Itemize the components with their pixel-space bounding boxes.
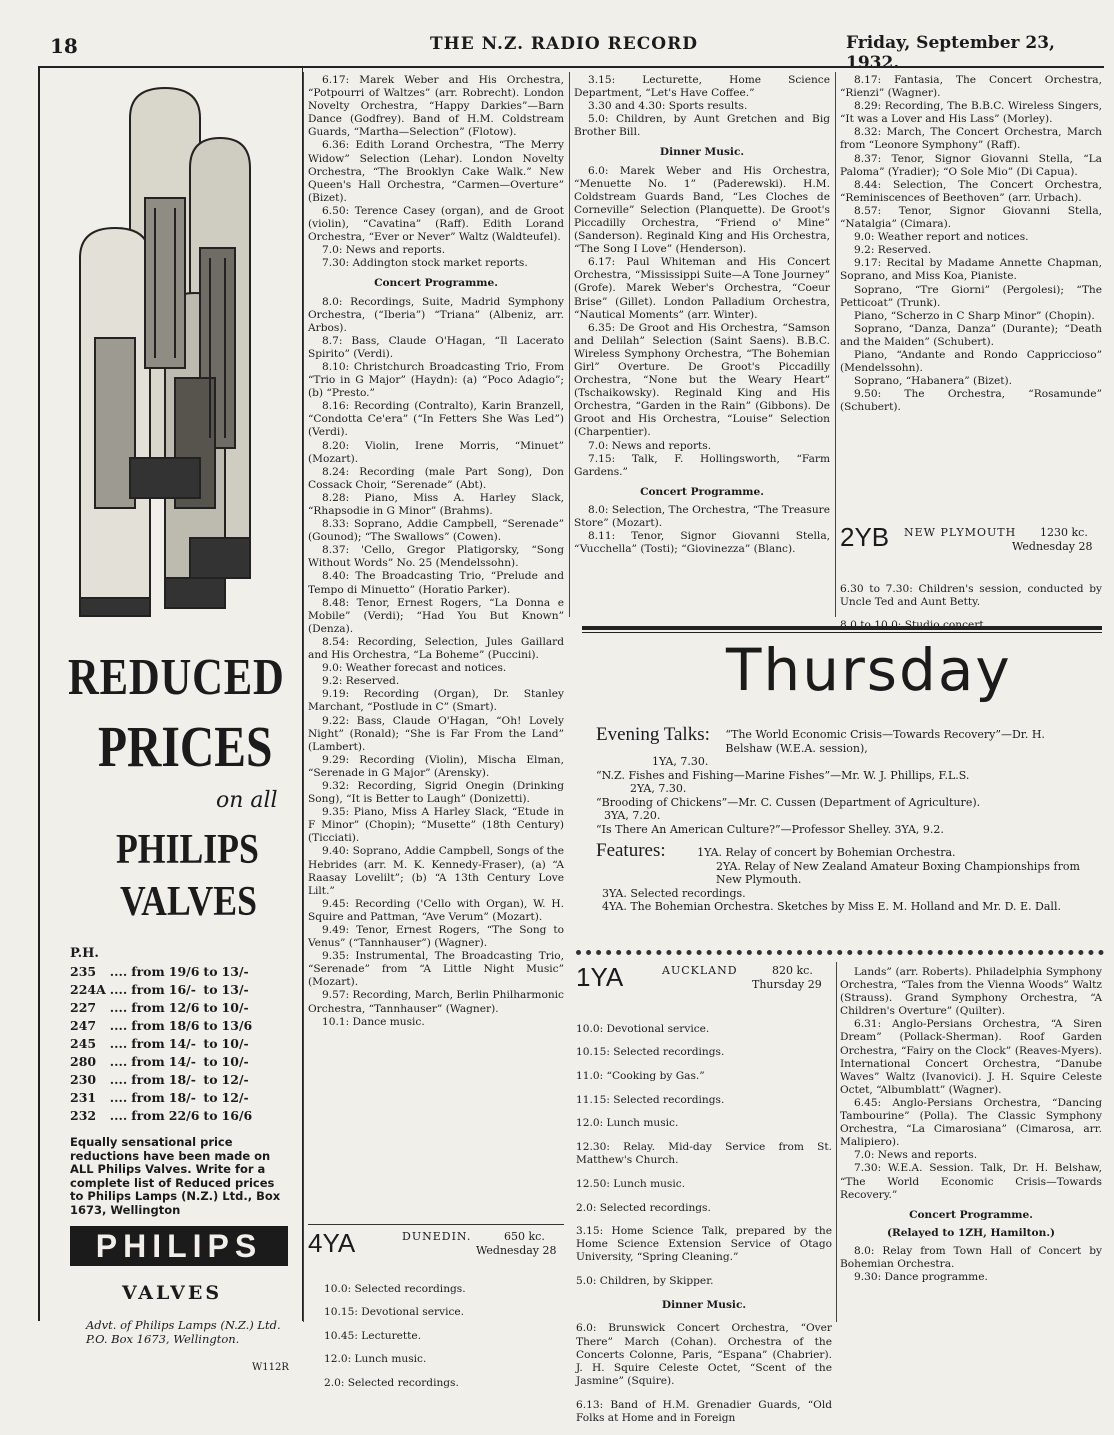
concert-programme-heading: Concert Programme. — [909, 1208, 1033, 1221]
valve-type: 227 — [70, 1000, 97, 1015]
dots: .... — [109, 1072, 128, 1087]
ad-headline-philips: PHILIPS — [116, 827, 259, 873]
talk-item: “Brooding of Chickens”—Mr. C. Cussen (Department of Agriculture). — [596, 795, 981, 809]
programme-item: 10.0: Devotional service. — [576, 1022, 710, 1035]
feature-item: 4YA. The Bohemian Orchestra. Sketches by Miss E. M. Holland and Mr. D. E. Dall. — [602, 900, 1061, 913]
programme-item: 8.33: Soprano, Addie Campbell, “Serenade” (Gounod); “The Swallows” (Cowen). — [308, 518, 564, 544]
price-row — [70, 1108, 256, 1126]
ad-address-line2: P.O. Box 1673, Wellington. — [86, 1332, 240, 1346]
programme-item: 8.24: Recording (male Part Song), Don Cossack Choir, “Serenade” (Abt). — [308, 465, 564, 491]
from-word: from — [131, 1018, 165, 1033]
relay-note: (Relayed to 1ZH, Hamilton.) — [886, 1226, 1056, 1239]
programme-item: 8.0: Selection, The Orchestra, “The Treasure Store” (Mozart). — [574, 503, 830, 529]
valve-type: 280 — [70, 1054, 97, 1069]
programme-item: 10.15: Devotional service. — [324, 1306, 465, 1319]
old-price: 18/- — [168, 1090, 196, 1105]
feature-item: 2YA. Relay of New Zealand Amateur Boxing Championships from New Plymouth. — [716, 859, 1080, 886]
from-word: from — [131, 1090, 165, 1105]
programme-item: 7.0: News and reports. — [854, 1149, 978, 1162]
programme-item: 7.0: News and reports. — [322, 244, 446, 257]
masthead: THE N.Z. RADIO RECORD — [430, 34, 698, 54]
programme-item: 9.2: Reserved. — [322, 675, 400, 688]
station-callsign: 4YA — [308, 1228, 356, 1258]
to-word: to — [203, 1108, 218, 1123]
to-word: to — [203, 964, 218, 979]
dots: .... — [109, 1018, 128, 1033]
valve-type: 231 — [70, 1090, 97, 1105]
column-divider — [835, 72, 836, 617]
column-divider — [303, 72, 304, 1322]
programme-item: Soprano, “Tre Giorni” (Pergolesi); “The Petticoat” (Trunk). — [840, 283, 1102, 309]
programme-item: 8.29: Recording, The B.B.C. Wireless Singers, “It was a Lover and His Lass” (Morley). — [840, 100, 1102, 126]
programme-item: 8.20: Violin, Irene Morris, “Minuet” (Mozart). — [308, 439, 564, 465]
programme-item: 6.30 to 7.30: Children's session, conducted by Uncle Ted and Aunt Betty. — [840, 582, 1102, 608]
programme-item: 8.0 to 10.0: Studio concert. — [840, 619, 988, 632]
programme-item: 9.57: Recording, March, Berlin Philharmonic Orchestra, “Tannhauser” (Wagner). — [308, 989, 564, 1015]
programme-item: 9.35: Instrumental, The Broadcasting Trio, “Serenade” from “A Little Night Music” (Mozart). — [308, 950, 564, 989]
price-row — [70, 1072, 256, 1090]
new-price: 10/- — [221, 1000, 249, 1015]
station-frequency: 650 kc. — [504, 1230, 545, 1243]
page-header — [0, 0, 1114, 73]
thursday-heading: Thursday — [726, 636, 1012, 704]
philips-logo — [70, 1226, 288, 1266]
concert-programme-heading: Concert Programme. — [374, 277, 498, 290]
old-price: 12/6 — [168, 1000, 200, 1015]
programme-item: 2.0: Selected recordings. — [324, 1376, 459, 1389]
old-price: 14/- — [168, 1036, 196, 1051]
issue-date: Friday, September 23, 1932. — [846, 33, 1055, 73]
evening-talks — [596, 724, 1096, 914]
new-price: 10/- — [221, 1036, 249, 1051]
valve-type: 232 — [70, 1108, 97, 1123]
dots: .... — [109, 1000, 128, 1015]
programme-item: 10.15: Selected recordings. — [576, 1046, 725, 1059]
price-row — [70, 982, 256, 1000]
programme-item: 8.16: Recording (Contralto), Karin Branzell, “Condotta Ce'era” (“In Fetters She Was Led”) (Verdi). — [308, 400, 564, 439]
station-4ya — [308, 1228, 564, 1389]
programme-item: 5.0: Children, by Aunt Gretchen and Big Brother Bill. — [574, 113, 830, 139]
programme-item: 7.0: News and reports. — [588, 439, 712, 452]
programme-item: 12.0: Lunch music. — [324, 1353, 427, 1366]
dots: .... — [109, 982, 128, 997]
column-1 — [308, 74, 564, 1029]
programme-item: 9.17: Recital by Madame Annette Chapman, Soprano, and Miss Koa, Pianiste. — [840, 257, 1102, 283]
section-dotted-rule — [576, 950, 1104, 955]
programme-item: 8.57: Tenor, Signor Giovanni Stella, “Natalgia” (Cimara). — [840, 204, 1102, 231]
programme-item: 9.22: Bass, Claude O'Hagan, “Oh! Lovely Night” (Ronald); “She is Far From the Land” (Lambert). — [308, 714, 564, 753]
programme-item: 9.49: Tenor, Ernest Rogers, “The Song to Venus” (“Tannhauser”) (Wagner). — [308, 924, 564, 950]
old-price: 19/6 — [168, 964, 200, 979]
station-frequency: 1230 kc. — [1040, 526, 1088, 539]
programme-item: 9.35: Piano, Miss A Harley Slack, “Etude in F Minor” (Chopin); “Musette” (18th Century) (Ticciati). — [308, 806, 564, 845]
ad-price-label: P.H. — [70, 946, 99, 961]
programme-item: Piano, “Scherzo in C Sharp Minor” (Chopin). — [854, 309, 1095, 322]
from-word: from — [131, 1108, 165, 1123]
programme-item: 11.0: “Cooking by Gas.” — [576, 1069, 705, 1082]
to-word: to — [203, 1036, 218, 1051]
dots: .... — [109, 1054, 128, 1069]
from-word: from — [131, 1000, 165, 1015]
from-word: from — [131, 1072, 165, 1087]
valve-type: 245 — [70, 1036, 97, 1051]
programme-item: 8.40: The Broadcasting Trio, “Prelude and Tempo di Minuetto” (Horatio Parker). — [308, 570, 564, 596]
new-price: 10/- — [221, 1054, 249, 1069]
programme-item: 6.31: Anglo-Persians Orchestra, “A Siren Dream” (Pollack-Sherman). Roof Garden Orchestra, “Fairy on the Clock” (Reaves-Myers). International Concert Orchestra, “Danube Waves” Waltz (Ivanovici). J. H. Squire Celeste Octet, “Albumblatt” (Wagner). — [840, 1018, 1102, 1096]
column-divider — [569, 72, 570, 617]
programme-item: 5.0: Children, by Skipper. — [576, 1275, 714, 1288]
programme-item: 8.0: Recordings, Suite, Madrid Symphony Orchestra, (“Iberia”) “Triana” (Albeniz, arr. Arbos). — [308, 295, 564, 334]
programme-item: 8.32: March, The Concert Orchestra, March from “Leonore Symphony” (Raff). — [840, 126, 1102, 152]
programme-item: 6.13: Band of H.M. Grenadier Guards, “Old Folks at Home and in Foreign — [576, 1398, 832, 1424]
old-price: 18/- — [168, 1072, 196, 1087]
station-day: Thursday 29 — [752, 978, 822, 991]
dinner-music-heading: Dinner Music. — [661, 1298, 747, 1311]
programme-item: 12.50: Lunch music. — [576, 1177, 686, 1190]
old-price: 22/6 — [168, 1108, 200, 1123]
programme-item: 6.0: Brunswick Concert Orchestra, “Over There” March (Cohan). Orchestra of the Concerts Colonne, Paris, “Espana” (Chabrier). J. H. Squire Celeste Octet, “Scent of the Jasmine” (Squire). — [576, 1322, 832, 1387]
programme-item: Soprano, “Danza, Danza” (Durante); “Death and the Maiden” (Schubert). — [840, 322, 1102, 348]
page-number: 18 — [50, 34, 78, 58]
thursday-top-rule — [582, 626, 1102, 630]
price-row — [70, 1054, 256, 1072]
station-callsign: 2YB — [840, 522, 890, 552]
dots: .... — [109, 1036, 128, 1051]
programme-item: 8.44: Selection, The Concert Orchestra, “Reminiscences of Beethoven” (arr. Urbach). — [840, 178, 1102, 204]
station-2yb — [840, 522, 1102, 632]
philips-advert — [38, 68, 303, 1373]
programme-item: 7.30: Addington stock market reports. — [322, 257, 528, 270]
ad-address — [86, 1318, 286, 1346]
dots: .... — [109, 1090, 128, 1105]
programme-item: 9.45: Recording ('Cello with Organ), W. H. Squire and Pattman, “Ave Verum” (Mozart). — [308, 897, 564, 923]
ad-valves-label: VALVES — [122, 1282, 223, 1304]
old-price: 16/- — [168, 982, 196, 997]
talk-item: “Is There An American Culture?”—Professor Shelley. 3YA, 9.2. — [596, 822, 944, 836]
dots: .... — [109, 964, 128, 979]
programme-item: 8.37: Tenor, Signor Giovanni Stella, “La Paloma” (Yradier); “O Sole Mio” (Di Capua). — [840, 152, 1102, 178]
price-row — [70, 1000, 256, 1018]
ad-headline-prices: PRICES — [98, 714, 273, 779]
to-word: to — [203, 1090, 218, 1105]
evening-talks-label: Evening Talks: — [596, 724, 710, 745]
new-price: 13/- — [221, 964, 249, 979]
thursday-top-rule-thin — [582, 632, 1102, 633]
features-label: Features: — [596, 840, 666, 861]
ad-headline-reduced: REDUCED — [68, 649, 285, 706]
column-2 — [574, 74, 830, 556]
programme-item: 8.11: Tenor, Signor Giovanni Stella, “Vucchella” (Tosti); “Giovinezza” (Blanc). — [574, 530, 830, 556]
programme-item: 11.15: Selected recordings. — [576, 1093, 725, 1106]
programme-item: 12.30: Relay. Mid-day Service from St. Matthew's Church. — [576, 1141, 832, 1167]
column-4 — [840, 966, 1102, 1284]
programme-item: 8.7: Bass, Claude O'Hagan, “Il Lacerato Spirito” (Verdi). — [308, 334, 564, 360]
new-price: 16/6 — [221, 1108, 253, 1123]
dinner-music-heading: Dinner Music. — [659, 146, 745, 159]
programme-item: 3.15: Home Science Talk, prepared by the Home Science Extension Service of Otago University, “Spring Cleaning.” — [576, 1225, 832, 1264]
programme-item: 9.2: Reserved. — [854, 244, 932, 257]
valve-tubes-illustration — [70, 78, 280, 618]
ad-code: W112R — [252, 1362, 289, 1373]
programme-item: Piano, “Andante and Rondo Cappriccioso” (Mendelssohn). — [840, 348, 1102, 375]
programme-item: 6.35: De Groot and His Orchestra, “Samson and Delilah” Selection (Saint Saens). B.B.C. Wireless Symphony Orchestra, “The Bohemian Girl” Overture. De Groot's Piccadilly Orchestra, “None but the Weary Heart” (Tschaikowsky). Reginald King and His Orchestra, “Garden in the Rain” (Gibbons). De Groot and His Orchestra, “Louise” Selection (Charpentier). — [574, 321, 830, 439]
from-word: from — [131, 1036, 165, 1051]
programme-item: 9.19: Recording (Organ), Dr. Stanley Marchant, “Postlude in C” (Smart). — [308, 688, 564, 714]
ad-address-line1: Advt. of Philips Lamps (N.Z.) Ltd. — [86, 1318, 281, 1332]
programme-item: Soprano, “Habanera” (Bizet). — [854, 375, 1012, 388]
programme-item: Lands” (arr. Roberts). Philadelphia Symphony Orchestra, “Tales from the Vienna Woods” Waltz (Strauss). Grand Symphony Orchestra, “A Children's Overture” (Quilter). — [840, 966, 1102, 1018]
price-row — [70, 1036, 256, 1054]
talk-item: “The World Economic Crisis—Towards Recovery”—Dr. H. Belshaw (W.E.A. session), — [725, 728, 1045, 755]
ad-price-table — [70, 964, 256, 1126]
new-price: 13/6 — [221, 1018, 253, 1033]
programme-item: 6.0: Marek Weber and His Orchestra, “Menuette No. 1” (Paderewski). H.M. Coldstream Guards Band, “Les Cloches de Corneville” Selection (Planquette). De Groot's Piccadilly Orchestra, “Friend o' Mine” (Sanderson). Reginald King and His Orchestra, “The Song I Love” (Henderson). — [574, 164, 830, 256]
old-price: 14/- — [168, 1054, 196, 1069]
new-price: 12/- — [221, 1090, 249, 1105]
to-word: to — [203, 1072, 218, 1087]
from-word: from — [131, 964, 165, 979]
valve-type: 230 — [70, 1072, 97, 1087]
programme-item: 10.1: Dance music. — [322, 1015, 425, 1028]
talk-item: 3YA, 7.20. — [604, 809, 661, 822]
feature-item: 1YA. Relay of concert by Bohemian Orchestra. — [697, 846, 956, 859]
to-word: to — [203, 1054, 218, 1069]
talk-item: 1YA, 7.30. — [652, 755, 709, 768]
programme-item: 9.32: Recording, Sigrid Onegin (Drinking Song), “It is Better to Laugh” (Donizetti). — [308, 779, 564, 806]
old-price: 18/6 — [168, 1018, 200, 1033]
new-price: 13/- — [221, 982, 249, 997]
programme-item: 8.0: Relay from Town Hall of Concert by Bohemian Orchestra. — [840, 1244, 1102, 1270]
station-callsign: 1YA — [576, 962, 624, 992]
column-divider — [836, 962, 837, 1322]
programme-item: 6.17: Paul Whiteman and His Concert Orchestra, “Mississippi Suite—A Tone Journey” (Grofe). Marek Weber's Orchestra, “Coeur Brise” (Gillet). London Palladium Orchestra, “Nautical Moments” (arr. Winter). — [574, 256, 830, 321]
programme-item: 8.48: Tenor, Ernest Rogers, “La Donna e Mobile” (Verdi); “Had You But Known” (Denza). — [308, 596, 564, 635]
programme-item: 8.10: Christchurch Broadcasting Trio, From “Trio in G Major” (Haydn): (a) “Poco Adagio”; (b) “Presto.” — [308, 360, 564, 400]
programme-item: 2.0: Selected recordings. — [576, 1201, 711, 1214]
programme-item: 7.15: Talk, F. Hollingsworth, “Farm Gardens.” — [574, 452, 830, 478]
programme-item: 8.17: Fantasia, The Concert Orchestra, “Rienzi” (Wagner). — [840, 74, 1102, 100]
programme-item: 9.40: Soprano, Addie Campbell, Songs of the Hebrides (arr. M. K. Kennedy-Fraser), (a) “A Raasay Lovelilt”; (b) “A 13th Century Love Lilt.” — [308, 845, 564, 897]
dots: .... — [109, 1108, 128, 1123]
to-word: to — [203, 982, 218, 997]
programme-item: 8.37: 'Cello, Gregor Platigorsky, “Song Without Words” No. 25 (Mendelssohn). — [308, 544, 564, 570]
ad-note: Equally sensational price reductions have been made on ALL Philips Valves. Write for a complete list of Reduced prices to Philips Lamps (N.Z.) Ltd., Box 1673, Wellington — [70, 1135, 281, 1217]
station-day: Wednesday 28 — [1012, 540, 1093, 553]
station-1ya — [576, 962, 834, 1424]
programme-item: 3.15: Lecturette, Home Science Department, “Let's Have Coffee.” — [574, 74, 830, 100]
valve-type: 224A — [70, 982, 106, 997]
programme-item: 6.50: Terence Casey (organ), and de Groot (violin), “Cavatina” (Raff). Edith Lorand Orchestra, “Ever or Never” Waltz (Waldteufel). — [308, 204, 564, 244]
price-row — [70, 964, 256, 982]
column-3 — [840, 74, 1102, 414]
programme-item: 9.0: Weather report and notices. — [854, 231, 1029, 244]
programme-item: 6.36: Edith Lorand Orchestra, “The Merry Widow” Selection (Lehar). London Novelty Orchestra, “The Brooklyn Cake Walk.” New Queen's Hall Orchestra, “Carmen—Overture” (Bizet). — [308, 139, 564, 204]
station-frequency: 820 kc. — [772, 964, 813, 977]
concert-programme-heading: Concert Programme. — [640, 485, 764, 498]
talk-item: “N.Z. Fishes and Fishing—Marine Fishes”—Mr. W. J. Phillips, F.L.S. — [596, 768, 970, 782]
station-day: Wednesday 28 — [476, 1244, 557, 1257]
station-city: AUCKLAND — [662, 964, 738, 977]
talk-item: 2YA, 7.30. — [630, 782, 687, 795]
from-word: from — [131, 1054, 165, 1069]
programme-item: 10.45: Lecturette. — [324, 1329, 422, 1342]
programme-item: 9.50: The Orchestra, “Rosamunde” (Schubert). — [840, 388, 1102, 414]
programme-item: 6.45: Anglo-Persians Orchestra, “Dancing Tambourine” (Polla). The Classic Symphony Orchestra, “La Cimarosiana” (Cimarosa, arr. Malipiero). — [840, 1096, 1102, 1149]
programme-item: 7.30: W.E.A. Session. Talk, Dr. H. Belshaw, “The World Economic Crisis—Towards Recovery.” — [840, 1162, 1102, 1201]
programme-item: 8.28: Piano, Miss A. Harley Slack, “Rhapsodie in G Minor” (Brahms). — [308, 491, 564, 517]
programme-item: 10.0: Selected recordings. — [324, 1282, 466, 1295]
programme-item: 9.30: Dance programme. — [854, 1271, 988, 1284]
programme-item: 9.29: Recording (Violin), Mischa Elman, “Serenade in G Major” (Arensky). — [308, 753, 564, 779]
price-row — [70, 1090, 256, 1108]
programme-item: 9.0: Weather forecast and notices. — [322, 662, 507, 675]
from-word: from — [131, 982, 165, 997]
programme-item: 12.0: Lunch music. — [576, 1117, 679, 1130]
programme-item: 3.30 and 4.30: Sports results. — [588, 100, 748, 113]
programme-item: 6.17: Marek Weber and His Orchestra, “Potpourri of Waltzes” (arr. Robrecht). London Novelty Orchestra, “Happy Darkies”—Barn Dance (Godfrey). Band of H.M. Coldstream Guards, “Martha—Selection” (Flotow). — [308, 74, 564, 139]
ad-headline-valves: VALVES — [120, 879, 257, 925]
to-word: to — [203, 1000, 218, 1015]
programme-item: 8.54: Recording, Selection, Jules Gaillard and His Orchestra, “La Boheme” (Puccini). — [308, 635, 564, 662]
new-price: 12/- — [221, 1072, 249, 1087]
price-row — [70, 1018, 256, 1036]
station-city: NEW PLYMOUTH — [904, 526, 1017, 539]
ad-on-all: on all — [216, 788, 278, 813]
valve-type: 247 — [70, 1018, 97, 1033]
valve-type: 235 — [70, 964, 97, 979]
feature-item: 3YA. Selected recordings. — [602, 886, 746, 900]
to-word: to — [203, 1018, 218, 1033]
station-city: DUNEDIN. — [402, 1230, 472, 1243]
logo-text: PHILIPS — [95, 1228, 263, 1264]
